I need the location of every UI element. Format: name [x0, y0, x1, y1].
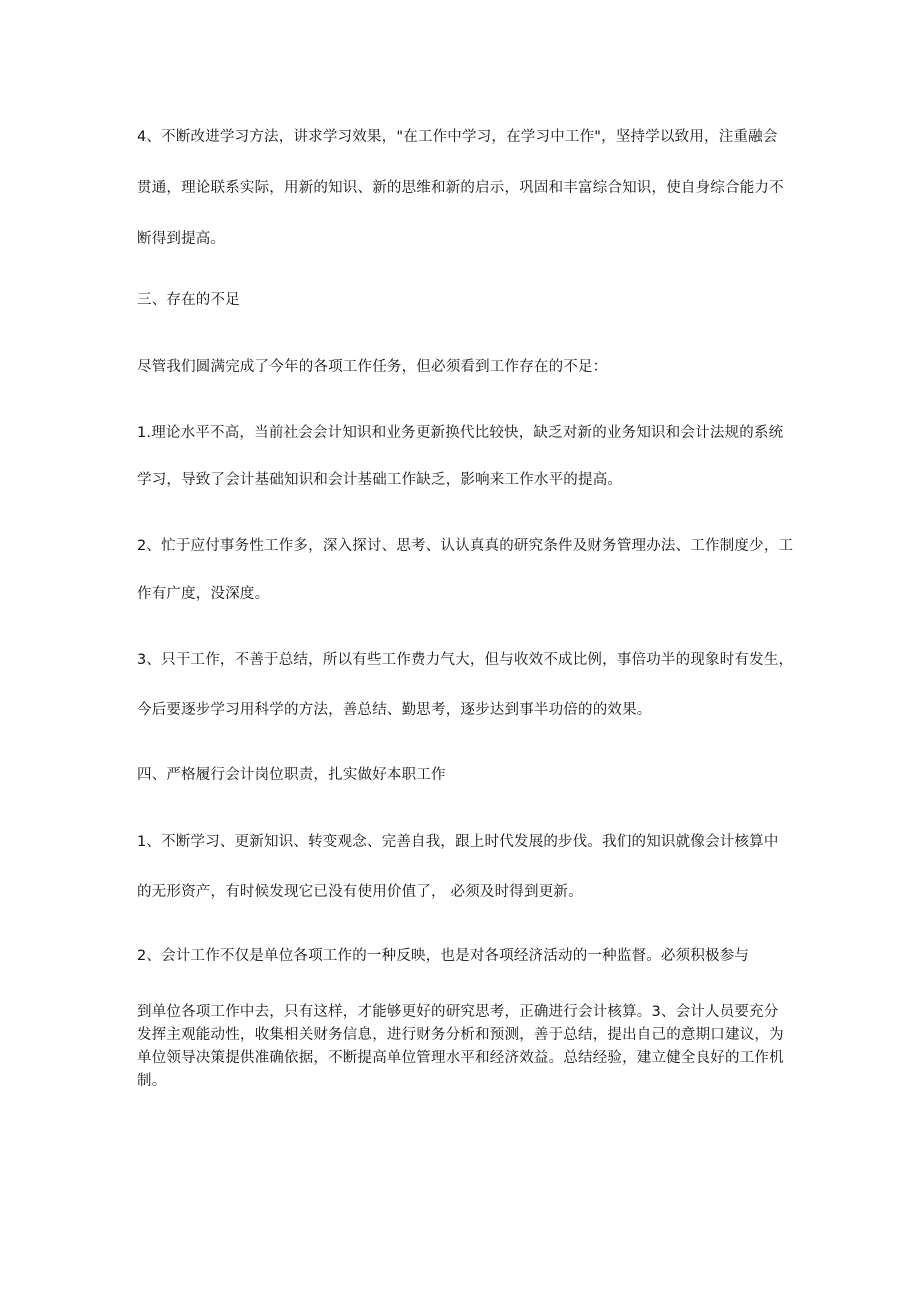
paragraph-line: 贯通，理论联系实际，用新的知识、新的思维和新的启示，巩固和丰富综合知识，使自身综合能力不: [137, 180, 784, 196]
paragraph-line: 2、会计工作不仅是单位各项工作的一种反映，也是对各项经济活动的一种监督。必须积极参与: [137, 948, 750, 964]
section-heading: 四、严格履行会计岗位职责，扎实做好本职工作: [137, 767, 446, 783]
section-heading: 三、存在的不足: [137, 292, 240, 308]
paragraph-line: 2、忙于应付事务性工作多，深入探讨、思考、认认真真的研究条件及财务管理办法、工作制度少，工: [137, 538, 794, 554]
paragraph-line: 1.理论水平不高，当前社会会计知识和业务更新换代比较快，缺乏对新的业务知识和会计法规的系统: [137, 425, 784, 441]
paragraph-line: 学习，导致了会计基础知识和会计基础工作缺乏，影响来工作水平的提高。: [137, 472, 623, 488]
paragraph-line: 断得到提高。: [137, 231, 226, 247]
final-paragraph: 到单位各项工作中去，只有这样，才能够更好的研究思考，正确进行会计核算。3、会计人员要充分发挥主观能动性，收集相关财务信息，进行财务分析和预测，善于总结，提出自己的意期口建议，为单位领导决策提供准确依据，不断提高单位管理水平和经济效益。总结经验，建立健全良好的工作机制。: [137, 1004, 784, 1089]
paragraph-line: 尽管我们圆满完成了今年的各项工作任务，但必须看到工作存在的不足：: [137, 359, 608, 375]
paragraph-line: 的无形资产，有时候发现它已没有使用价值了， 必须及时得到更新。: [137, 884, 583, 900]
paragraph-line: 今后要逐步学习用科学的方法，善总结、勤思考，逐步达到事半功倍的的效果。: [137, 702, 652, 718]
paragraph-line: 4、不断改进学习方法，讲求学习效果，"在工作中学习，在学习中工作"，坚持学以致用，注重融会: [137, 129, 778, 145]
paragraph-line: 作有广度，没深度。: [137, 586, 270, 602]
paragraph-line: 3、只干工作，不善于总结，所以有些工作费力气大，但与收效不成比例，事倍功半的现象时有发生，: [137, 652, 794, 668]
paragraph-line: 1、不断学习、更新知识、转变观念、完善自我，跟上时代发展的步伐。我们的知识就像会计核算中: [137, 834, 779, 850]
